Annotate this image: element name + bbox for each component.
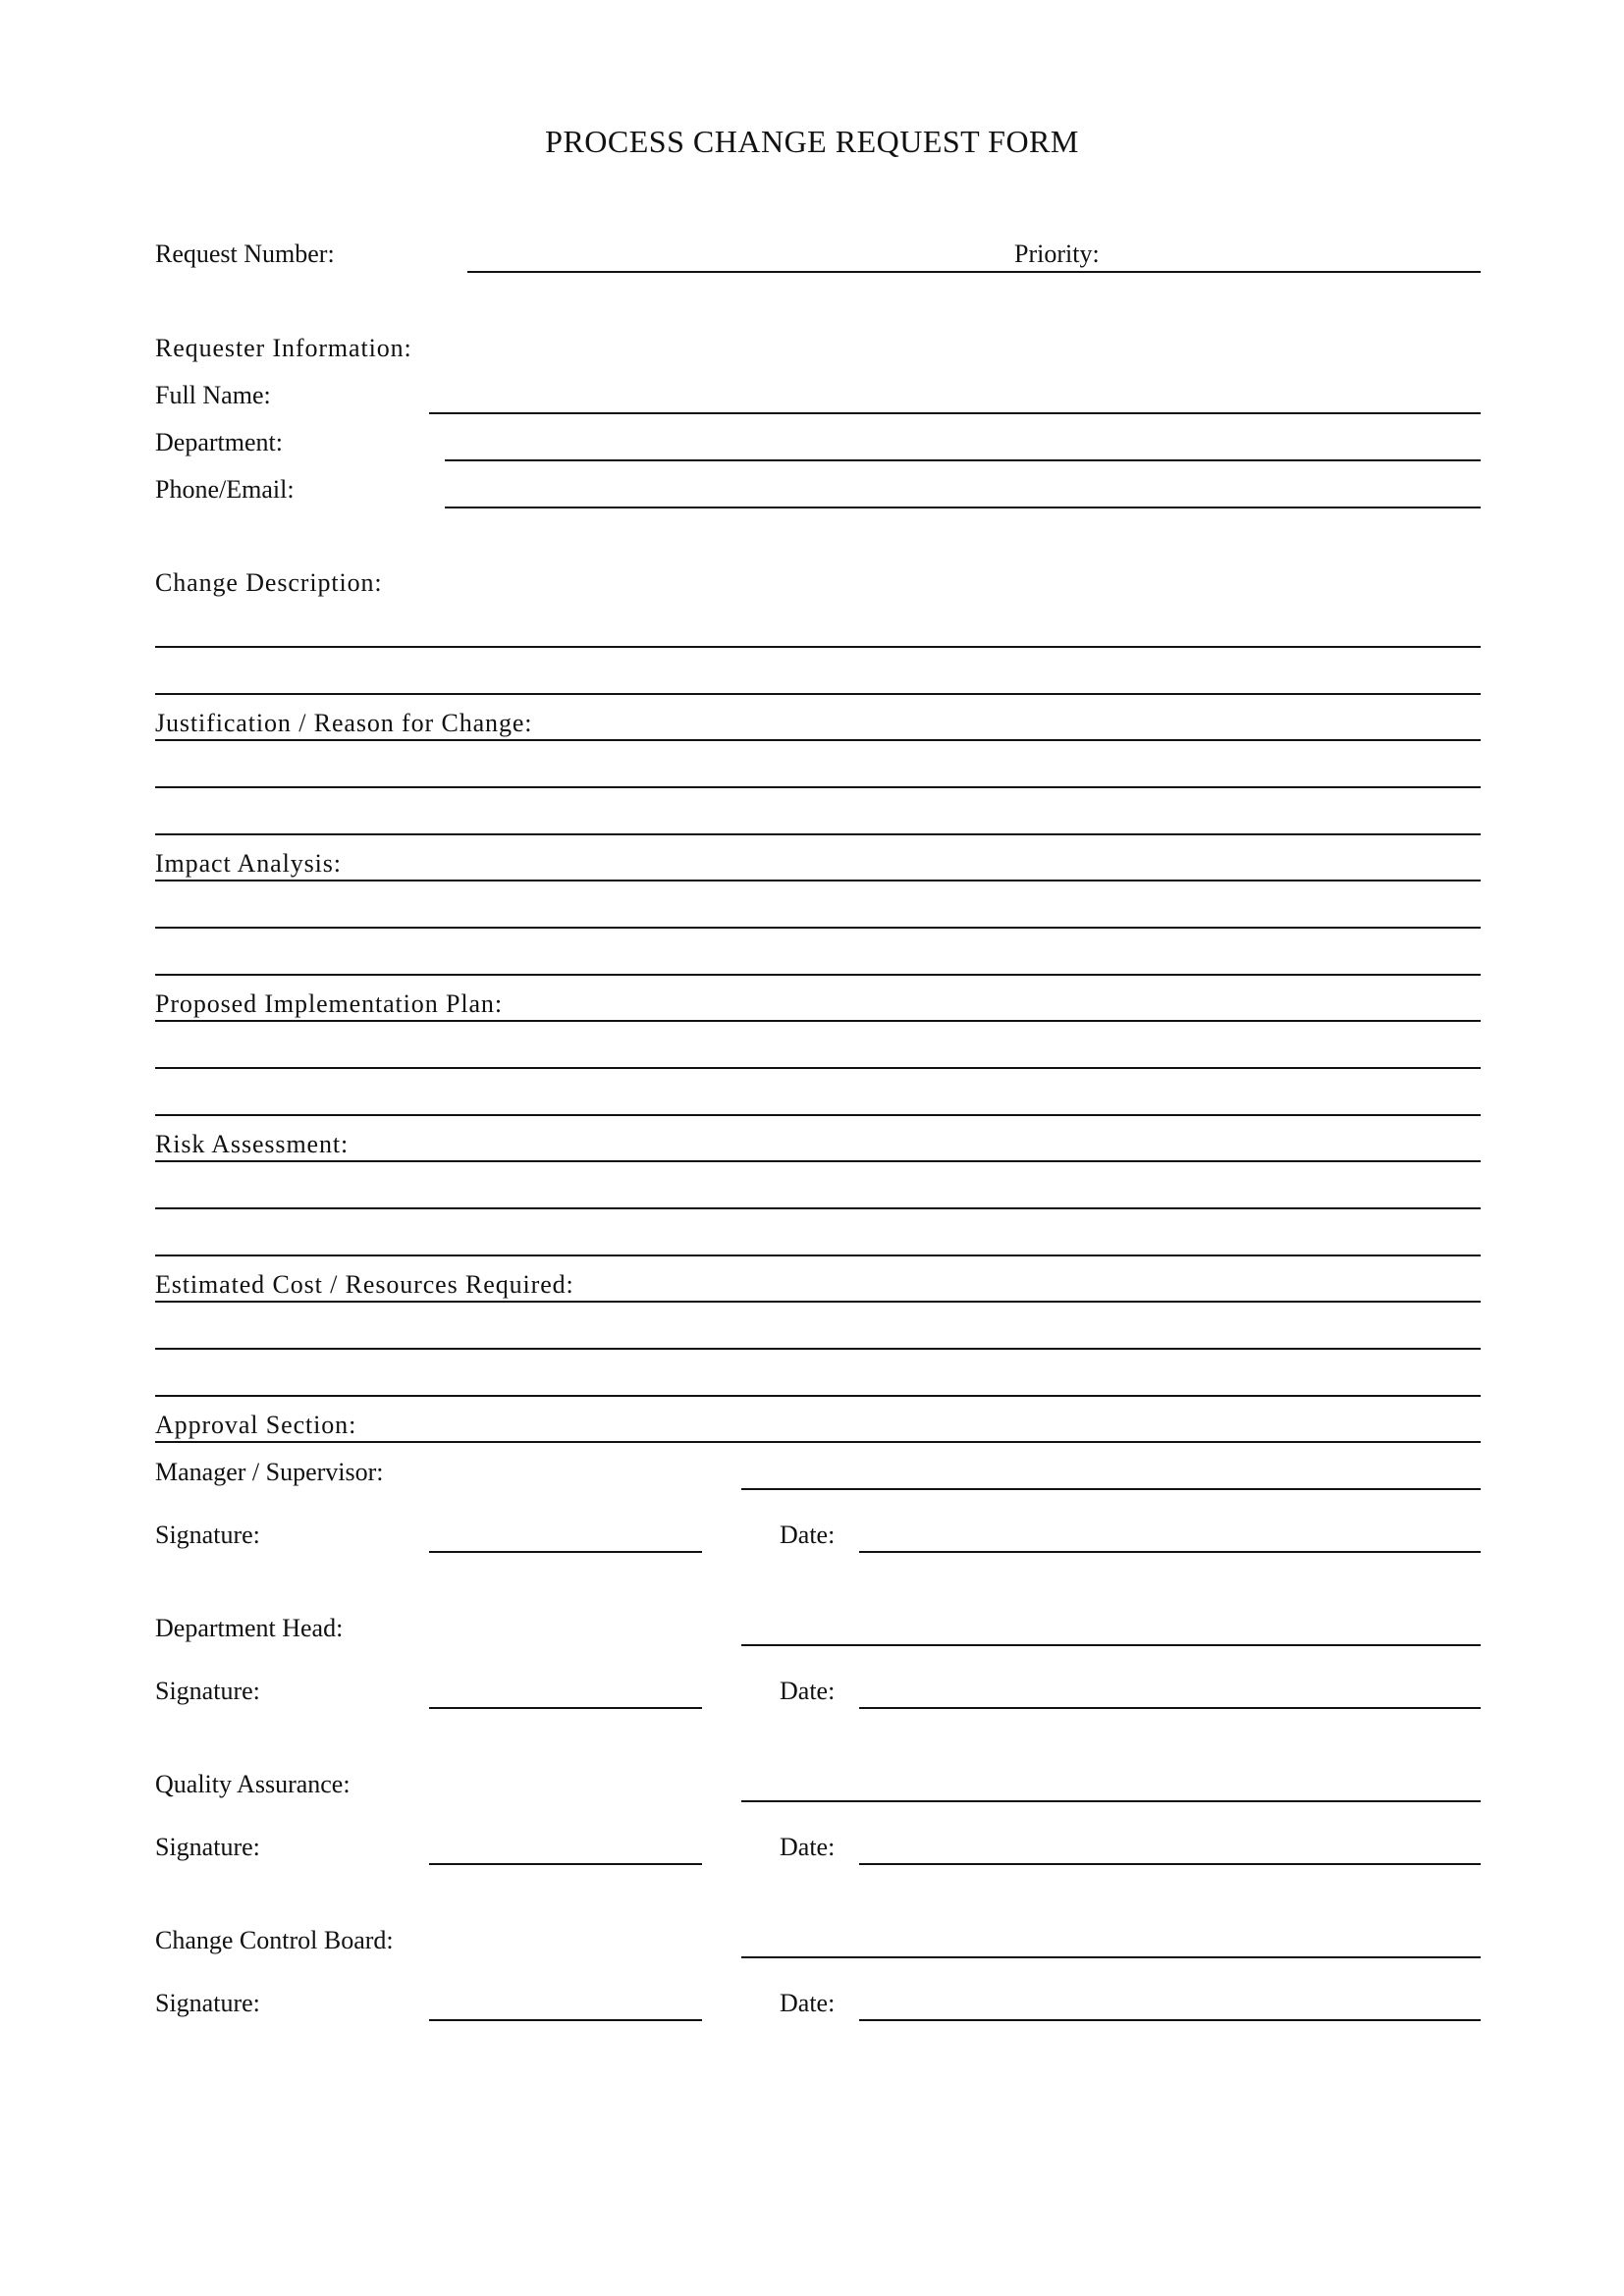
- phone-email-field[interactable]: [445, 473, 1481, 508]
- approver-department-head-name-line: [741, 1644, 1481, 1646]
- approver-manager-label: Manager / Supervisor:: [155, 1458, 384, 1486]
- implementation-plan-line: [155, 1114, 1481, 1116]
- manager-signature-label: Signature:: [155, 1521, 260, 1549]
- change-control-board-signature-line: [429, 2019, 702, 2021]
- approver-department-head-name-field[interactable]: [741, 1611, 1481, 1646]
- implementation-plan-line: [155, 1067, 1481, 1069]
- change-control-board-signature-label: Signature:: [155, 1989, 260, 2017]
- change-description-label: Change Description:: [155, 568, 383, 597]
- priority-field[interactable]: [1114, 238, 1481, 273]
- quality-assurance-date-field[interactable]: [859, 1830, 1481, 1865]
- change-description-line: [155, 693, 1481, 695]
- change-description-field[interactable]: [155, 609, 1481, 693]
- approval-section-heading: Approval Section:: [155, 1411, 357, 1439]
- estimated-cost-line: [155, 1395, 1481, 1397]
- request-number-label: Request Number:: [155, 240, 335, 268]
- risk-assessment-field[interactable]: [155, 1169, 1481, 1254]
- manager-signature-line: [429, 1551, 702, 1553]
- full-name-label: Full Name:: [155, 381, 271, 409]
- implementation-plan-line: [155, 1020, 1481, 1022]
- risk-assessment-line: [155, 1255, 1481, 1256]
- request-number-field[interactable]: [467, 238, 1009, 273]
- approval-section-line: [155, 1441, 1481, 1443]
- justification-line: [155, 833, 1481, 835]
- change-control-board-date-line: [859, 2019, 1481, 2021]
- estimated-cost-field[interactable]: [155, 1309, 1481, 1394]
- approver-department-head-label: Department Head:: [155, 1614, 344, 1642]
- phone-email-label: Phone/Email:: [155, 475, 295, 504]
- department-field[interactable]: [445, 426, 1481, 461]
- department-head-date-label: Date:: [780, 1677, 836, 1705]
- department-head-signature-line: [429, 1707, 702, 1709]
- department-head-signature-label: Signature:: [155, 1677, 260, 1705]
- estimated-cost-line: [155, 1348, 1481, 1350]
- manager-signature-field[interactable]: [429, 1518, 702, 1553]
- change-description-line: [155, 646, 1481, 648]
- estimated-cost-line: [155, 1301, 1481, 1303]
- department-label: Department:: [155, 428, 283, 456]
- approver-change-control-board-name-line: [741, 1956, 1481, 1958]
- approver-quality-assurance-label: Quality Assurance:: [155, 1770, 351, 1798]
- risk-assessment-line: [155, 1160, 1481, 1162]
- approver-change-control-board-label: Change Control Board:: [155, 1926, 394, 1954]
- department-head-date-line: [859, 1707, 1481, 1709]
- risk-assessment-label: Risk Assessment:: [155, 1130, 350, 1158]
- quality-assurance-signature-line: [429, 1863, 702, 1865]
- impact-analysis-line: [155, 927, 1481, 929]
- approver-quality-assurance-name-line: [741, 1800, 1481, 1802]
- full-name-field[interactable]: [429, 379, 1481, 414]
- impact-analysis-line: [155, 880, 1481, 881]
- approver-manager-name-line: [741, 1488, 1481, 1490]
- impact-analysis-line: [155, 974, 1481, 976]
- department-line: [445, 459, 1481, 461]
- approver-manager-name-field[interactable]: [741, 1455, 1481, 1490]
- department-head-date-field[interactable]: [859, 1674, 1481, 1709]
- requester-info-heading: Requester Information:: [155, 334, 412, 362]
- justification-field[interactable]: [155, 748, 1481, 832]
- manager-date-line: [859, 1551, 1481, 1553]
- justification-line: [155, 739, 1481, 741]
- quality-assurance-signature-label: Signature:: [155, 1833, 260, 1861]
- manager-date-label: Date:: [780, 1521, 836, 1549]
- department-head-signature-field[interactable]: [429, 1674, 702, 1709]
- approver-quality-assurance-name-field[interactable]: [741, 1767, 1481, 1802]
- form-title: PROCESS CHANGE REQUEST FORM: [545, 124, 1079, 159]
- change-control-board-date-label: Date:: [780, 1989, 836, 2017]
- manager-date-field[interactable]: [859, 1518, 1481, 1553]
- quality-assurance-signature-field[interactable]: [429, 1830, 702, 1865]
- priority-label: Priority:: [1014, 240, 1100, 268]
- approver-change-control-board-name-field[interactable]: [741, 1923, 1481, 1958]
- quality-assurance-date-line: [859, 1863, 1481, 1865]
- impact-analysis-label: Impact Analysis:: [155, 849, 342, 878]
- change-control-board-date-field[interactable]: [859, 1986, 1481, 2021]
- quality-assurance-date-label: Date:: [780, 1833, 836, 1861]
- implementation-plan-field[interactable]: [155, 1029, 1481, 1113]
- justification-label: Justification / Reason for Change:: [155, 709, 533, 737]
- implementation-plan-label: Proposed Implementation Plan:: [155, 989, 503, 1018]
- justification-line: [155, 786, 1481, 788]
- full-name-line: [429, 412, 1481, 414]
- risk-assessment-line: [155, 1207, 1481, 1209]
- impact-analysis-field[interactable]: [155, 888, 1481, 973]
- change-control-board-signature-field[interactable]: [429, 1986, 702, 2021]
- phone-email-line: [445, 507, 1481, 508]
- estimated-cost-label: Estimated Cost / Resources Required:: [155, 1270, 574, 1299]
